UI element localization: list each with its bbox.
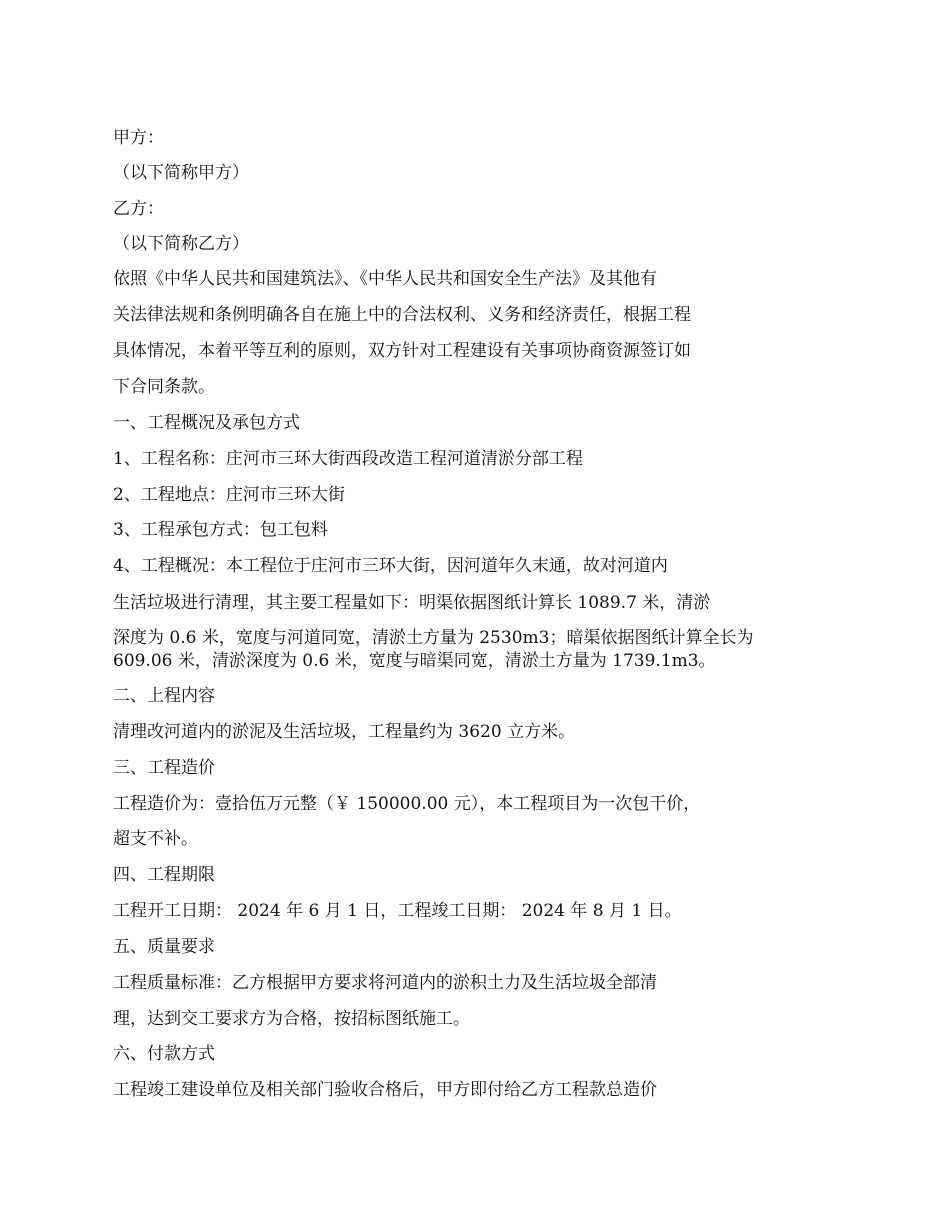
preamble-line: 关法律法规和条例明确各自在施上中的合法权利、义务和经济责任，根据工程	[113, 305, 691, 325]
clause-line: 1、工程名称：庄河市三环大街西段改造工程河道清淤分部工程	[113, 449, 583, 469]
preamble-line: 具体情况，本着平等互利的原则，双方针对工程建设有关事项协商资源签订如	[113, 341, 691, 361]
clause-line: 深度为 0.6 米，宽度与河道同宽，清淤土方量为 2530m3；暗渠依据图纸计算全长为	[113, 628, 754, 648]
section-heading: 一、工程概况及承包方式	[113, 413, 300, 433]
section-heading: 二、上程内容	[113, 686, 215, 706]
section-heading: 五、质量要求	[113, 937, 215, 957]
clause-line: 超支不补。	[113, 829, 198, 849]
clause-line: 4、工程概况：本工程位于庄河市三环大街，因河道年久末通，故对河道内	[113, 556, 668, 576]
preamble-line: 依照《中华人民共和国建筑法》、《中华人民共和国安全生产法》及其他有	[113, 269, 657, 289]
party-a-label: 甲方：	[113, 128, 164, 148]
clause-line: 工程开工日期： 2024 年 6 月 1 日，工程竣工日期： 2024 年 8 月 1 日。	[113, 901, 682, 921]
clause-line: 工程竣工建设单位及相关部门验收合格后，甲方即付给乙方工程款总造价	[113, 1080, 657, 1100]
clause-line: 2、工程地点：庄河市三环大街	[113, 485, 345, 505]
clause-line: 3、工程承包方式：包工包料	[113, 520, 328, 540]
section-heading: 三、工程造价	[113, 758, 215, 778]
clause-line: 清理改河道内的淤泥及生活垃圾，工程量约为 3620 立方米。	[113, 722, 576, 742]
clause-line: 工程造价为：壹拾伍万元整（￥ 150000.00 元），本工程项目为一次包干价，	[113, 794, 701, 814]
section-heading: 六、付款方式	[113, 1044, 215, 1064]
clause-line: 609.06 米，清淤深度为 0.6 米，宽度与暗渠同宽，清淤土方量为 1739.1m3。	[113, 651, 716, 671]
party-a-abbrev: （以下简称甲方）	[113, 163, 249, 183]
party-b-label: 乙方：	[113, 199, 164, 219]
clause-line: 理，达到交工要求方为合格，按招标图纸施工。	[113, 1009, 470, 1029]
party-b-abbrev: （以下简称乙方）	[113, 234, 249, 254]
section-heading: 四、工程期限	[113, 865, 215, 885]
clause-line: 工程质量标准：乙方根据甲方要求将河道内的淤积土力及生活垃圾全部清	[113, 973, 657, 993]
preamble-line: 下合同条款。	[113, 377, 215, 397]
clause-line: 生活垃圾进行清理，其主要工程量如下：明渠依据图纸计算长 1089.7 米，清淤	[113, 593, 711, 613]
